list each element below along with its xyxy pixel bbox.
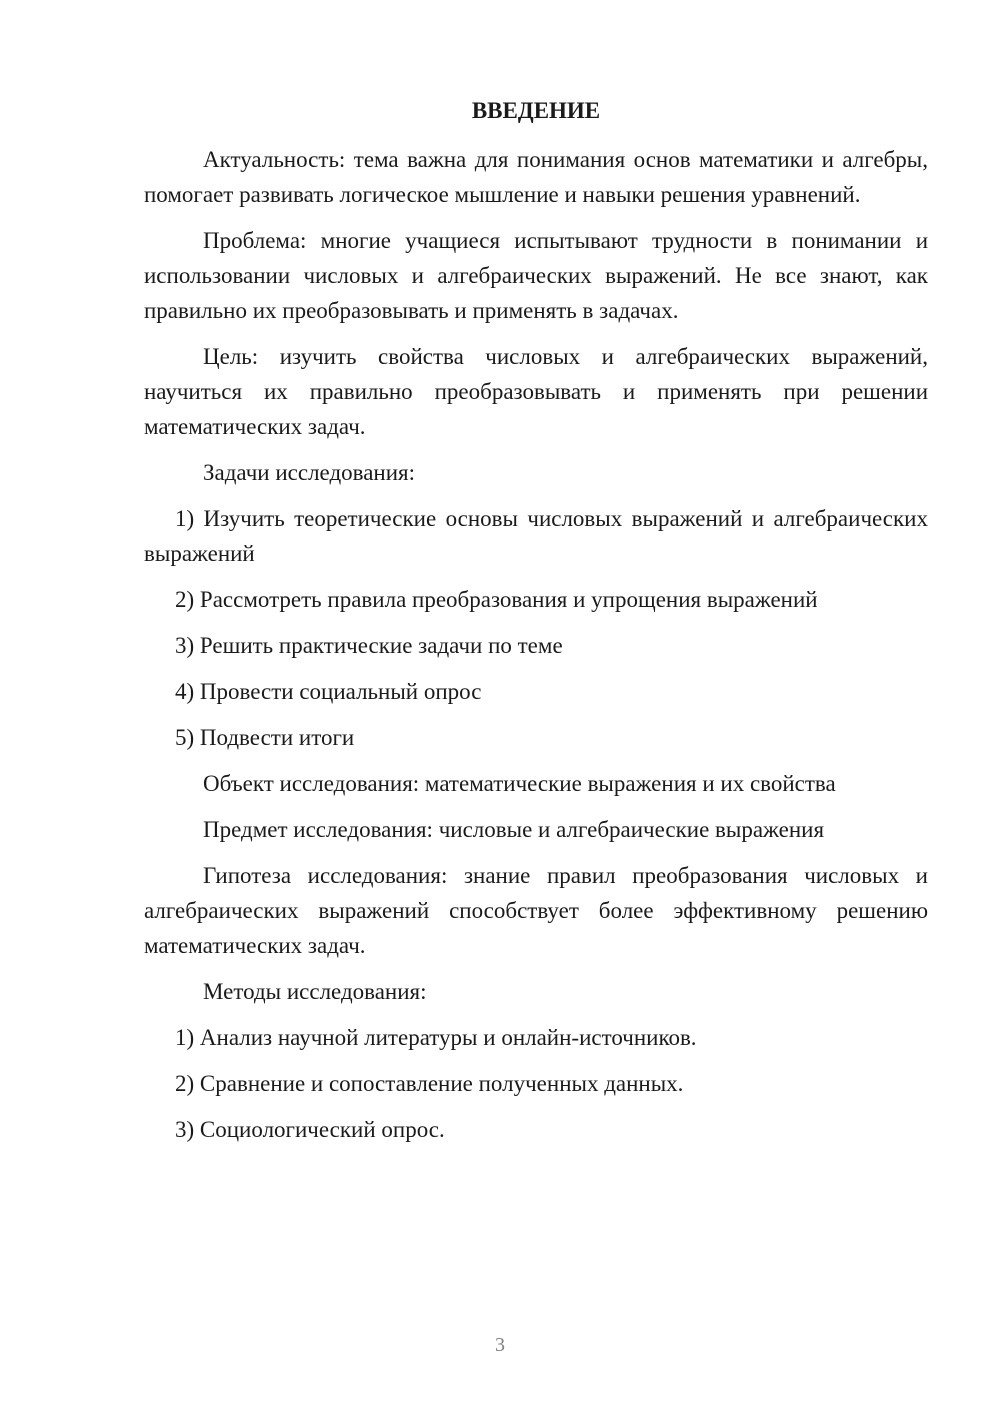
tasks-title: Задачи исследования:: [203, 460, 416, 485]
subject-paragraph: Предмет исследования: числовые и алгебраические выражения: [203, 817, 825, 842]
document-page: [144, 0, 928, 1414]
relevance-paragraph: Актуальность: тема важна для понимания основ математики и алгебры, помогает развивать логическое мышление и навыки решения уравнений.: [144, 147, 928, 207]
task-item-4: 4) Провести социальный опрос: [175, 679, 482, 704]
method-item-1: 1) Анализ научной литературы и онлайн-источников.: [175, 1025, 697, 1050]
methods-title: Методы исследования:: [203, 979, 427, 1004]
problem-paragraph: Проблема: многие учащиеся испытывают трудности в понимании и использовании числовых и алгебраических выражений. Не все знают, как правильно их преобразовывать и применять в задачах.: [144, 228, 928, 323]
hypothesis-paragraph: Гипотеза исследования: знание правил преобразования числовых и алгебраических выражений способствует более эффективному решению математических задач.: [144, 863, 928, 958]
document-body: [144, 142, 928, 1158]
task-item-1: 1) Изучить теоретические основы числовых выражений и алгебраических выражений: [144, 506, 928, 566]
page-title: ВВЕДЕНИЕ: [471, 98, 601, 123]
task-item-3: 3) Решить практические задачи по теме: [175, 633, 563, 658]
task-item-5: 5) Подвести итоги: [175, 725, 355, 750]
task-item-2: 2) Рассмотреть правила преобразования и упрощения выражений: [175, 587, 818, 612]
page-number: 3: [495, 1334, 505, 1356]
method-item-2: 2) Сравнение и сопоставление полученных данных.: [175, 1071, 684, 1096]
method-item-3: 3) Социологический опрос.: [175, 1117, 445, 1142]
goal-paragraph: Цель: изучить свойства числовых и алгебраических выражений, научиться их правильно преобразовывать и применять при решении математических задач.: [144, 344, 928, 439]
object-paragraph: Объект исследования: математические выражения и их свойства: [203, 771, 836, 796]
